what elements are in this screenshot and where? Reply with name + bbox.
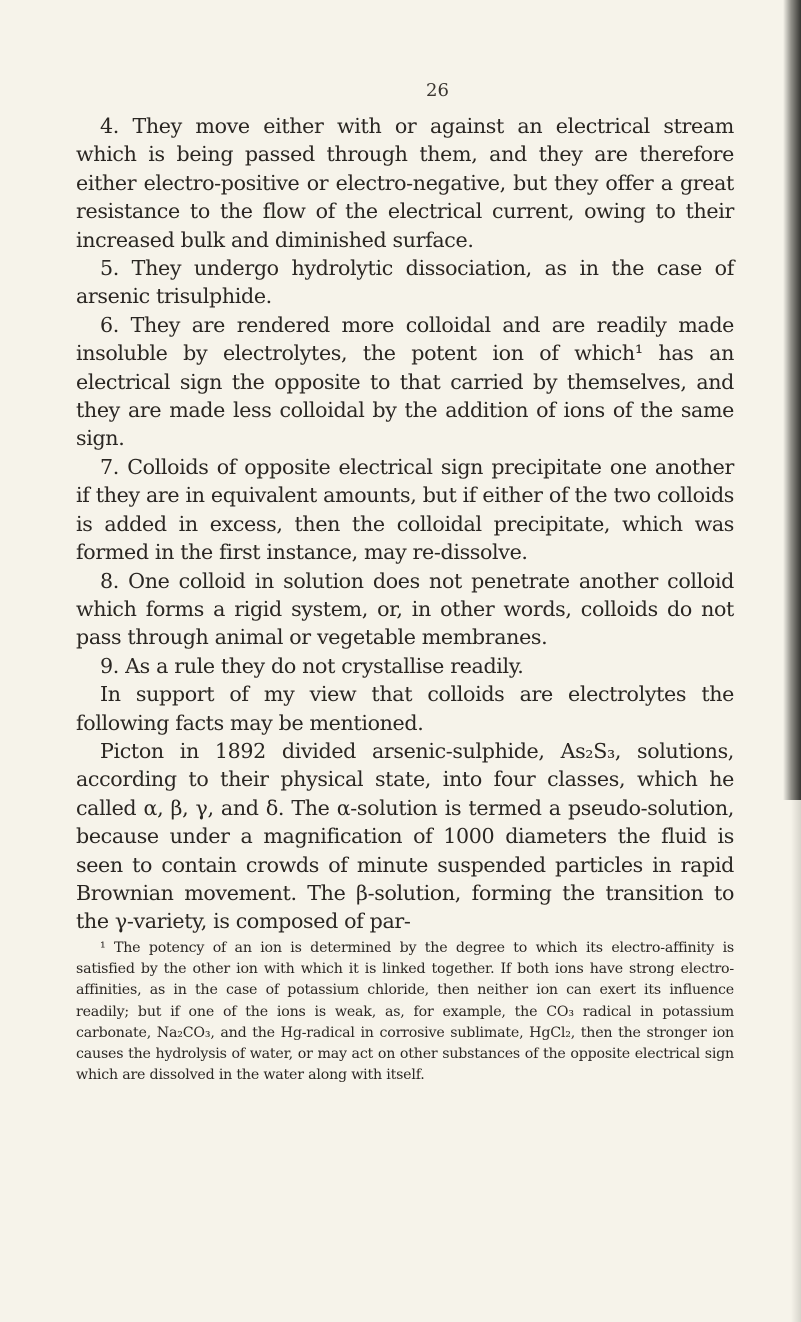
paragraph-support: In support of my view that colloids are electrolytes the following facts may be mentioned. (76, 682, 734, 735)
paragraph-item-9: 9. As a rule they do not crystallise readily. (100, 653, 524, 678)
paragraph-picton: Picton in 1892 divided arsenic-sulphide, As₂S₃, solutions, according to their physical state, into four classes, which he called α, β, γ, and δ. The α-solution is termed a pseudo-solution, because under a magnification of 1000 diameters the fluid is seen to contain crowds of minute suspended particles in rapid Brownian movement. The β-solution, forming the transition to the γ-variety, is composed of par- (76, 738, 734, 934)
page-edge-shadow-lower (791, 800, 801, 1322)
footnotes (76, 938, 734, 1086)
footnote-1: ¹ The potency of an ion is determined by the degree to which its electro-affinity is satisfied by the other ion with which it is linked together. If both ions have strong electro-affinities, as in the case of potassium chloride, then neither ion can exert its influence readily; but if one of the ions is weak, as, for example, the CO₃ radical in potassium carbonate, Na₂CO₃, and the Hg-radical in corrosive sublimate, HgCl₂, then the stronger ion causes the hydrolysis of water, or may act on other substances of the opposite electrical sign which are dissolved in the water along with itself. (76, 940, 734, 1084)
page-edge-shadow (783, 0, 801, 800)
page-number: 26 (426, 80, 449, 101)
body-text (76, 112, 734, 936)
paragraph-item-6: 6. They are rendered more colloidal and are readily made insoluble by electrolytes, the potent ion of which¹ has an electrical sign the opposite to that carried by themselves, and they are made less colloidal by the addition of ions of the same sign. (76, 312, 734, 451)
paragraph-item-8: 8. One colloid in solution does not penetrate another colloid which forms a rigid system, or, in other words, colloids do not pass through animal or vegetable membranes. (76, 568, 734, 650)
paragraph-item-4: 4. They move either with or against an electrical stream which is being passed through them, and they are therefore either electro-positive or electro-negative, but they offer a great resistance to the flow of the electrical current, owing to their increased bulk and diminished surface. (76, 114, 734, 252)
paragraph-item-7: 7. Colloids of opposite electrical sign precipitate one another if they are in equivalent amounts, but if either of the two colloids is added in excess, then the colloidal precipitate, which was formed in the first instance, may re-dissolve. (76, 454, 734, 565)
paragraph-item-5: 5. They undergo hydrolytic dissociation, as in the case of arsenic trisulphide. (76, 256, 734, 309)
